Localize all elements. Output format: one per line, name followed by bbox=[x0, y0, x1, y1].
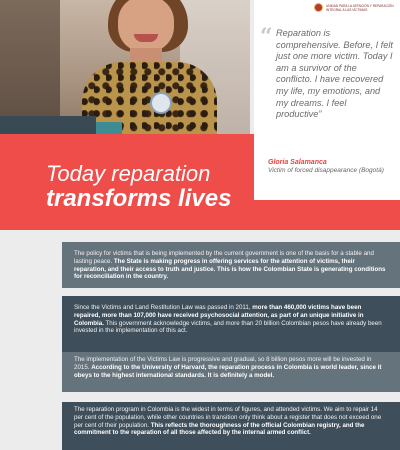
photo-badge bbox=[150, 92, 172, 114]
headline bbox=[46, 162, 276, 212]
panel-text: The implementation of the Victims Law is progressive and gradual, so 8 billion pesos more will be invested in 2015. bbox=[74, 356, 372, 371]
quote-author bbox=[268, 158, 396, 176]
panel-text: The reparation program in Colombia is the widest in terms of figures, and attended victims. We aim to repair 14 per cent of the population, while other countries in transition only think about a register that does not exceed one per cent of their population. bbox=[74, 406, 382, 429]
author-name: Gloria Salamanca bbox=[268, 159, 327, 166]
panel-text: The policy for victims that is being implemented by the current government is one of the basis for a stable and lasting peace. bbox=[74, 250, 374, 265]
info-panel-investment bbox=[62, 352, 400, 392]
decor-teal-block bbox=[96, 122, 122, 134]
author-role: Victim of forced disappearance (Bogotá) bbox=[268, 167, 384, 174]
headline-line1: Today reparation bbox=[46, 161, 211, 186]
photo-background-left bbox=[0, 0, 60, 134]
panel-highlight: This reflects the thoroughness of the official Colombian registry, and the commitment to the reparation of all those affected by the internal armed conflict. bbox=[74, 421, 365, 437]
quote-text: Reparation is comprehensive. Before, I felt just one more victim. Today I am a survivor of the conflicto. I have recovered my life, my emotions, and my dreams. I feel productive bbox=[276, 28, 393, 120]
photo-face bbox=[118, 0, 174, 52]
panel-highlight: According to the University of Harvard, the reparation process in Colombia is world leader, since it obeys to the highest international standards. It is definitely a model. bbox=[74, 363, 382, 379]
info-panel-policy bbox=[62, 242, 400, 288]
panel-highlight: The State is making progress in offering services for the attention of victims, their reparation, and their access to truth and justice. This is how the Colombian State is generating conditions for reconciliation in the country. bbox=[74, 257, 386, 281]
quote-card bbox=[254, 0, 400, 200]
info-panel-program bbox=[62, 402, 400, 450]
coat-of-arms-icon bbox=[314, 3, 323, 12]
info-panel-law bbox=[62, 296, 400, 358]
panel-text: This government acknowledge victims, and more than 20 billion Colombian pesos have already been invested in the implementation of this act. bbox=[74, 319, 382, 335]
testimonial-quote bbox=[276, 28, 394, 121]
panel-highlight: more than 460,000 victims have been repaired, more than 107,000 have received psychosocial attention, as part of an unique initiative in Colombia. bbox=[74, 304, 364, 327]
decor-dark-block bbox=[0, 116, 96, 134]
panel-text: Since the Victims and Land Restitution Law was passed in 2011, bbox=[74, 304, 253, 311]
quote-end-mark: ” bbox=[318, 109, 322, 120]
logo-text: UNIDAD PARA LA ATENCIÓN Y REPARACIÓN INTEGRAL A LAS VÍCTIMAS bbox=[326, 3, 394, 12]
institution-logo bbox=[314, 3, 396, 12]
headline-line2: transforms lives bbox=[46, 185, 232, 212]
quote-mark-icon: “ bbox=[260, 24, 273, 50]
hero-photo bbox=[0, 0, 250, 134]
